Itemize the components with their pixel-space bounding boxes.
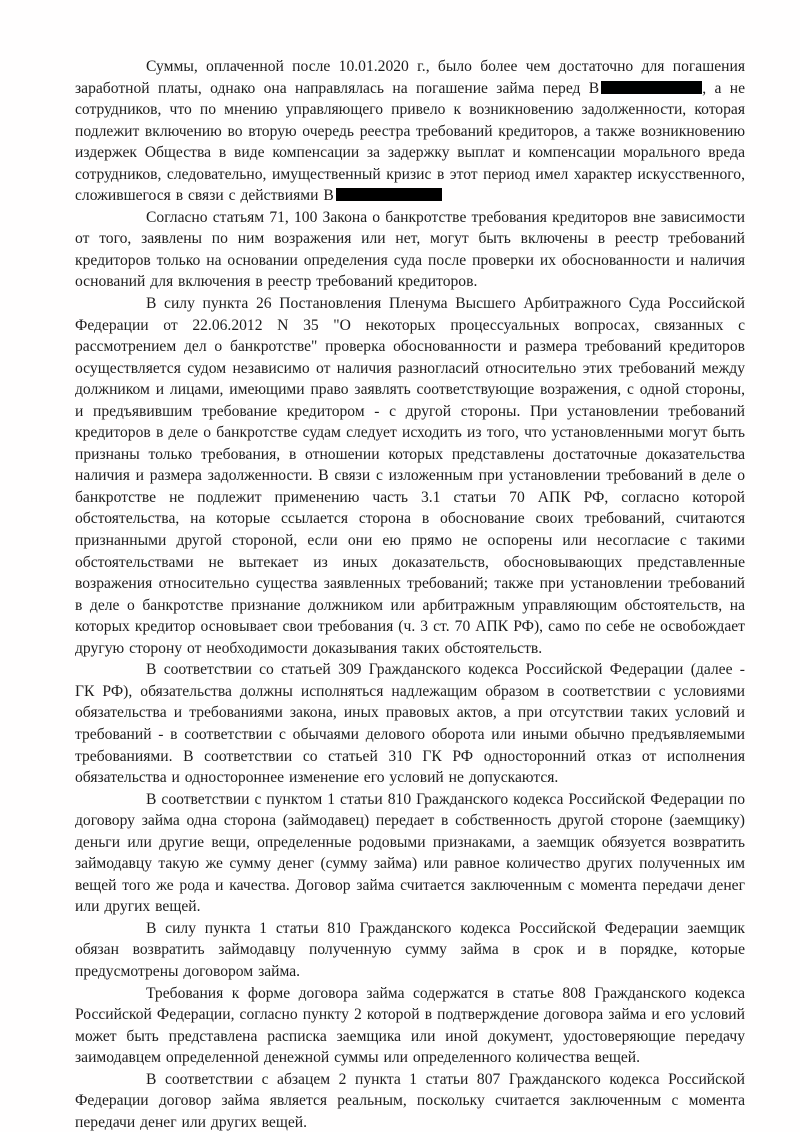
paragraph: Требования к форме договора займа содержатся в статье 808 Гражданского кодекса Российской Федерации, согласно пункту 2 которой в подтверждение договора займа и его условий может быть представлена расписка заемщика или иной документ, удостоверяющие передачу заимодавцем определенной денежной суммы или определенного количества вещей. bbox=[75, 984, 745, 1067]
paragraph: Согласно статьям 71, 100 Закона о банкротстве требования кредиторов вне зависимости от того, заявлены по ним возражения или нет, могут быть включены в реестр требований кредиторов только на основании определения суда после проверки их обоснованности и наличия оснований для включения в реестр требований кредиторов. bbox=[75, 208, 745, 291]
paragraph-text-segment: Суммы, оплаченной после 10.01.2020 г., было более чем достаточно для погашения заработной платы, однако она направлялась на погашение займа перед В bbox=[75, 58, 745, 97]
paragraph bbox=[75, 56, 745, 207]
paragraph: В силу пункта 1 статьи 810 Гражданского кодекса Российской Федерации заемщик обязан возвратить займодавцу полученную сумму займа в срок и в порядке, которые предусмотрены договором займа. bbox=[75, 919, 745, 980]
redaction-bar bbox=[336, 188, 442, 201]
paragraph-text-segment: , а не сотрудников, что по мнению управляющего привело к возникновению задолженности, которая подлежит включению во вторую очередь реестра требований кредиторов, а также возникновению издержек Общества в виде компенсации за задержку выплат и компенсации морального вреда сотрудников, следовательно, имущественный кризис в этот период имел характер искусственного, сложившегося в связи с действиями В bbox=[75, 79, 745, 205]
paragraph: В соответствии со статьей 309 Гражданского кодекса Российской Федерации (далее - ГК РФ), обязательства должны исполняться надлежащим образом в соответствии с условиями обязательства и требованиями закона, иных правовых актов, а при отсутствии таких условий и требований - в соответствии с обычаями делового оборота или иными обычно предъявляемыми требованиями. В соответствии со статьей 310 ГК РФ односторонний отказ от исполнения обязательства и одностороннее изменение его условий не допускаются. bbox=[75, 661, 745, 787]
paragraph: В соответствии с пунктом 1 статьи 810 Гражданского кодекса Российской Федерации по договору займа одна сторона (займодавец) передает в собственность другой стороне (заемщику) деньги или другие вещи, определенные родовыми признаками, а заемщик обязуется возвратить займодавцу такую же сумму денег (сумму займа) или равное количество других полученных им вещей того же рода и качества. Договор займа считается заключенным с момента передачи денег или других вещей. bbox=[75, 790, 745, 916]
redaction-bar bbox=[601, 81, 702, 94]
paragraph: В соответствии с абзацем 2 пункта 1 статьи 807 Гражданского кодекса Российской Федерации договор займа является реальным, поскольку считается заключенным с момента передачи денег или других вещей. bbox=[75, 1070, 745, 1131]
document-text-block bbox=[75, 56, 745, 1132]
paragraph: В силу пункта 26 Постановления Пленума Высшего Арбитражного Суда Российской Федерации от 22.06.2012 N 35 "О некоторых процессуальных вопросах, связанных с рассмотрением дел о банкротстве" проверка обоснованности и размера требований кредиторов осуществляется судом независимо от наличия разногласий относительно этих требований между должником и лицами, имеющими право заявлять соответствующие возражения, с одной стороны, и предъявившим требование кредитором - с другой стороны. При установлении требований кредиторов в деле о банкротстве судам следует исходить из того, что установленными могут быть признаны только требования, в отношении которых представлены достаточные доказательства наличия и размера задолженности. В связи с изложенным при установлении требований в деле о банкротстве не подлежит применению часть 3.1 статьи 70 АПК РФ, согласно которой обстоятельства, на которые ссылается сторона в обоснование своих требований, считаются признанными другой стороной, если они ею прямо не оспорены или несогласие с такими обстоятельствами не вытекает из иных доказательств, обосновывающих представленные возражения относительно существа заявленных требований; также при установлении требований в деле о банкротстве признание должником или арбитражным управляющим обстоятельств, на которых кредитор основывает свои требования (ч. 3 ст. 70 АПК РФ), само по себе не освобождает другую сторону от необходимости доказывания таких обстоятельств. bbox=[75, 295, 745, 657]
